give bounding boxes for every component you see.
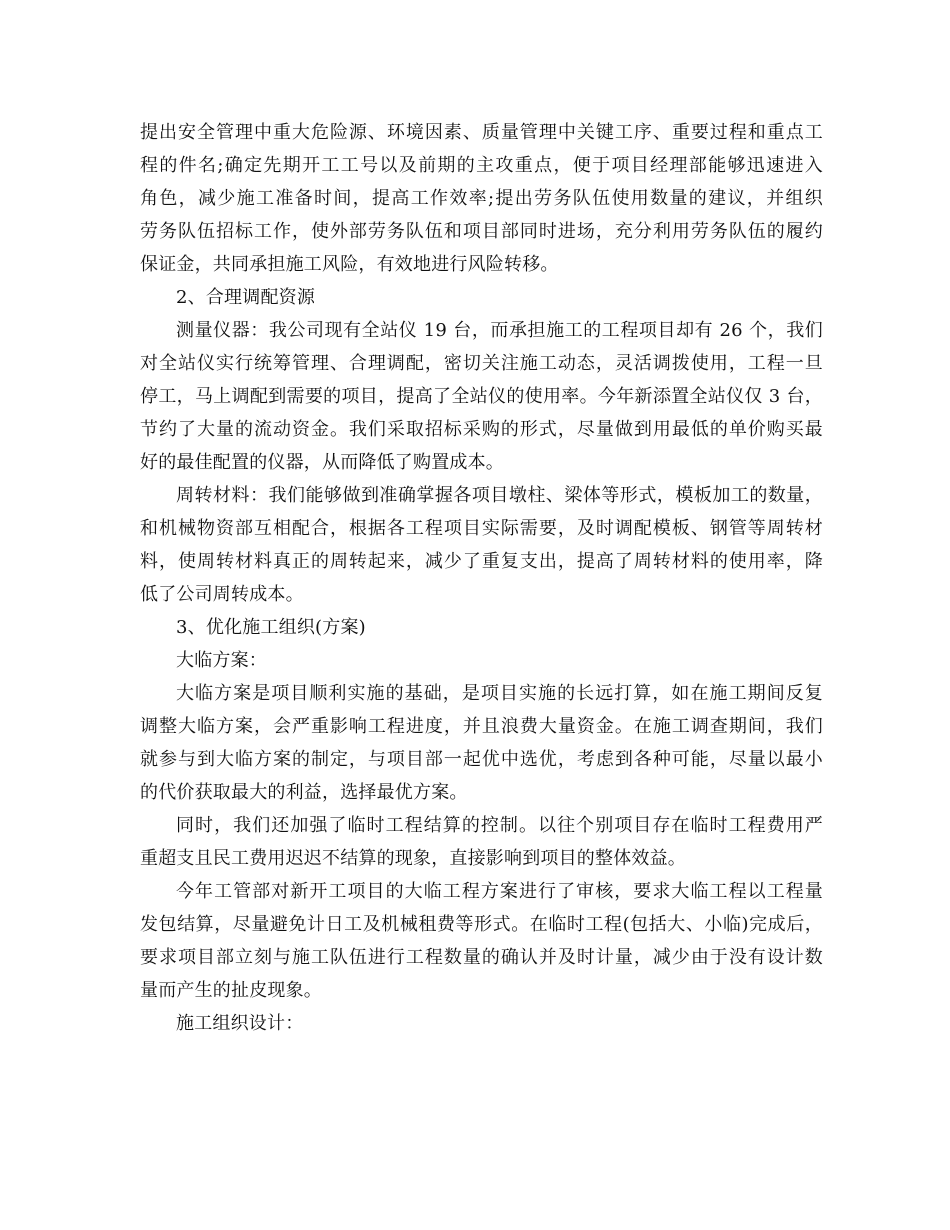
text-line: 今年工管部对新开工项目的大临工程方案进行了审核，要求大临工程以工程量 [176, 881, 823, 902]
text-line: 程的件名;确定先期开工工号以及前期的主攻重点，便于项目经理部能够迅速进入 [140, 155, 823, 176]
text-line: 调整大临方案，会严重影响工程进度，并且浪费大量资金。在施工调查期间，我们 [140, 716, 823, 737]
document-page [140, 116, 823, 1040]
paragraph-temporary-settlement [140, 809, 823, 875]
text-line: 料，使周转材料真正的周转起来，减少了重复支出，提高了周转材料的使用率，降 [140, 551, 823, 572]
paragraph-turnover-materials [140, 479, 823, 611]
section-heading: 3、优化施工组织(方案) [176, 617, 366, 638]
text-line: 大临方案是项目顺利实施的基础，是项目实施的长远打算，如在施工期间反复 [176, 683, 823, 704]
section-heading: 2、合理调配资源 [176, 287, 316, 308]
paragraph-risk-identification [140, 116, 823, 281]
text-line: 的代价获取最大的利益，选择最优方案。 [140, 782, 468, 803]
text-line: 提出安全管理中重大危险源、环境因素、质量管理中关键工序、重要过程和重点工 [140, 122, 823, 143]
text-line: 要求项目部立刻与施工队伍进行工程数量的确认并及时计量，减少由于没有设计数 [140, 947, 823, 968]
section-heading: 大临方案： [176, 650, 267, 671]
paragraph-temporary-works-plan [140, 677, 823, 809]
text-line: 发包结算，尽量避免计日工及机械租费等形式。在临时工程(包括大、小临)完成后， [140, 914, 823, 935]
text-line: 同时，我们还加强了临时工程结算的控制。以往个别项目存在临时工程费用严 [176, 815, 823, 836]
text-line: 周转材料：我们能够做到准确掌握各项目墩柱、梁体等形式，模板加工的数量， [176, 485, 823, 506]
heading-construction-design [140, 1007, 823, 1040]
text-line: 就参与到大临方案的制定，与项目部一起优中选优，考虑到各种可能，尽量以最小 [140, 749, 823, 770]
text-line: 角色，减少施工准备时间，提高工作效率;提出劳务队伍使用数量的建议，并组织 [140, 188, 823, 209]
text-line: 低了公司周转成本。 [140, 584, 304, 605]
text-line: 劳务队伍招标工作，使外部劳务队伍和项目部同时进场，充分利用劳务队伍的履约 [140, 221, 823, 242]
text-line: 和机械物资部互相配合，根据各工程项目实际需要，及时调配模板、钢管等周转材 [140, 518, 823, 539]
text-line: 量而产生的扯皮现象。 [140, 980, 322, 1001]
section-heading: 施工组织设计： [176, 1013, 304, 1034]
text-line: 对全站仪实行统筹管理、合理调配，密切关注施工动态，灵活调拨使用，工程一旦 [140, 353, 823, 374]
heading-construction-organization [140, 611, 823, 644]
text-line: 测量仪器：我公司现有全站仪 19 台，而承担施工的工程项目却有 26 个，我们 [176, 320, 823, 341]
text-line: 重超支且民工费用迟迟不结算的现象，直接影响到项目的整体效益。 [140, 848, 686, 869]
heading-temporary-works [140, 644, 823, 677]
text-line: 保证金，共同承担施工风险，有效地进行风险转移。 [140, 254, 559, 275]
heading-resource-allocation [140, 281, 823, 314]
paragraph-review-audit [140, 875, 823, 1007]
text-line: 节约了大量的流动资金。我们采取招标采购的形式，尽量做到用最低的单价购买最 [140, 419, 823, 440]
text-line: 好的最佳配置的仪器，从而降低了购置成本。 [140, 452, 504, 473]
text-line: 停工，马上调配到需要的项目，提高了全站仪的使用率。今年新添置全站仪仅 3 台， [140, 386, 823, 407]
paragraph-survey-instruments [140, 314, 823, 479]
